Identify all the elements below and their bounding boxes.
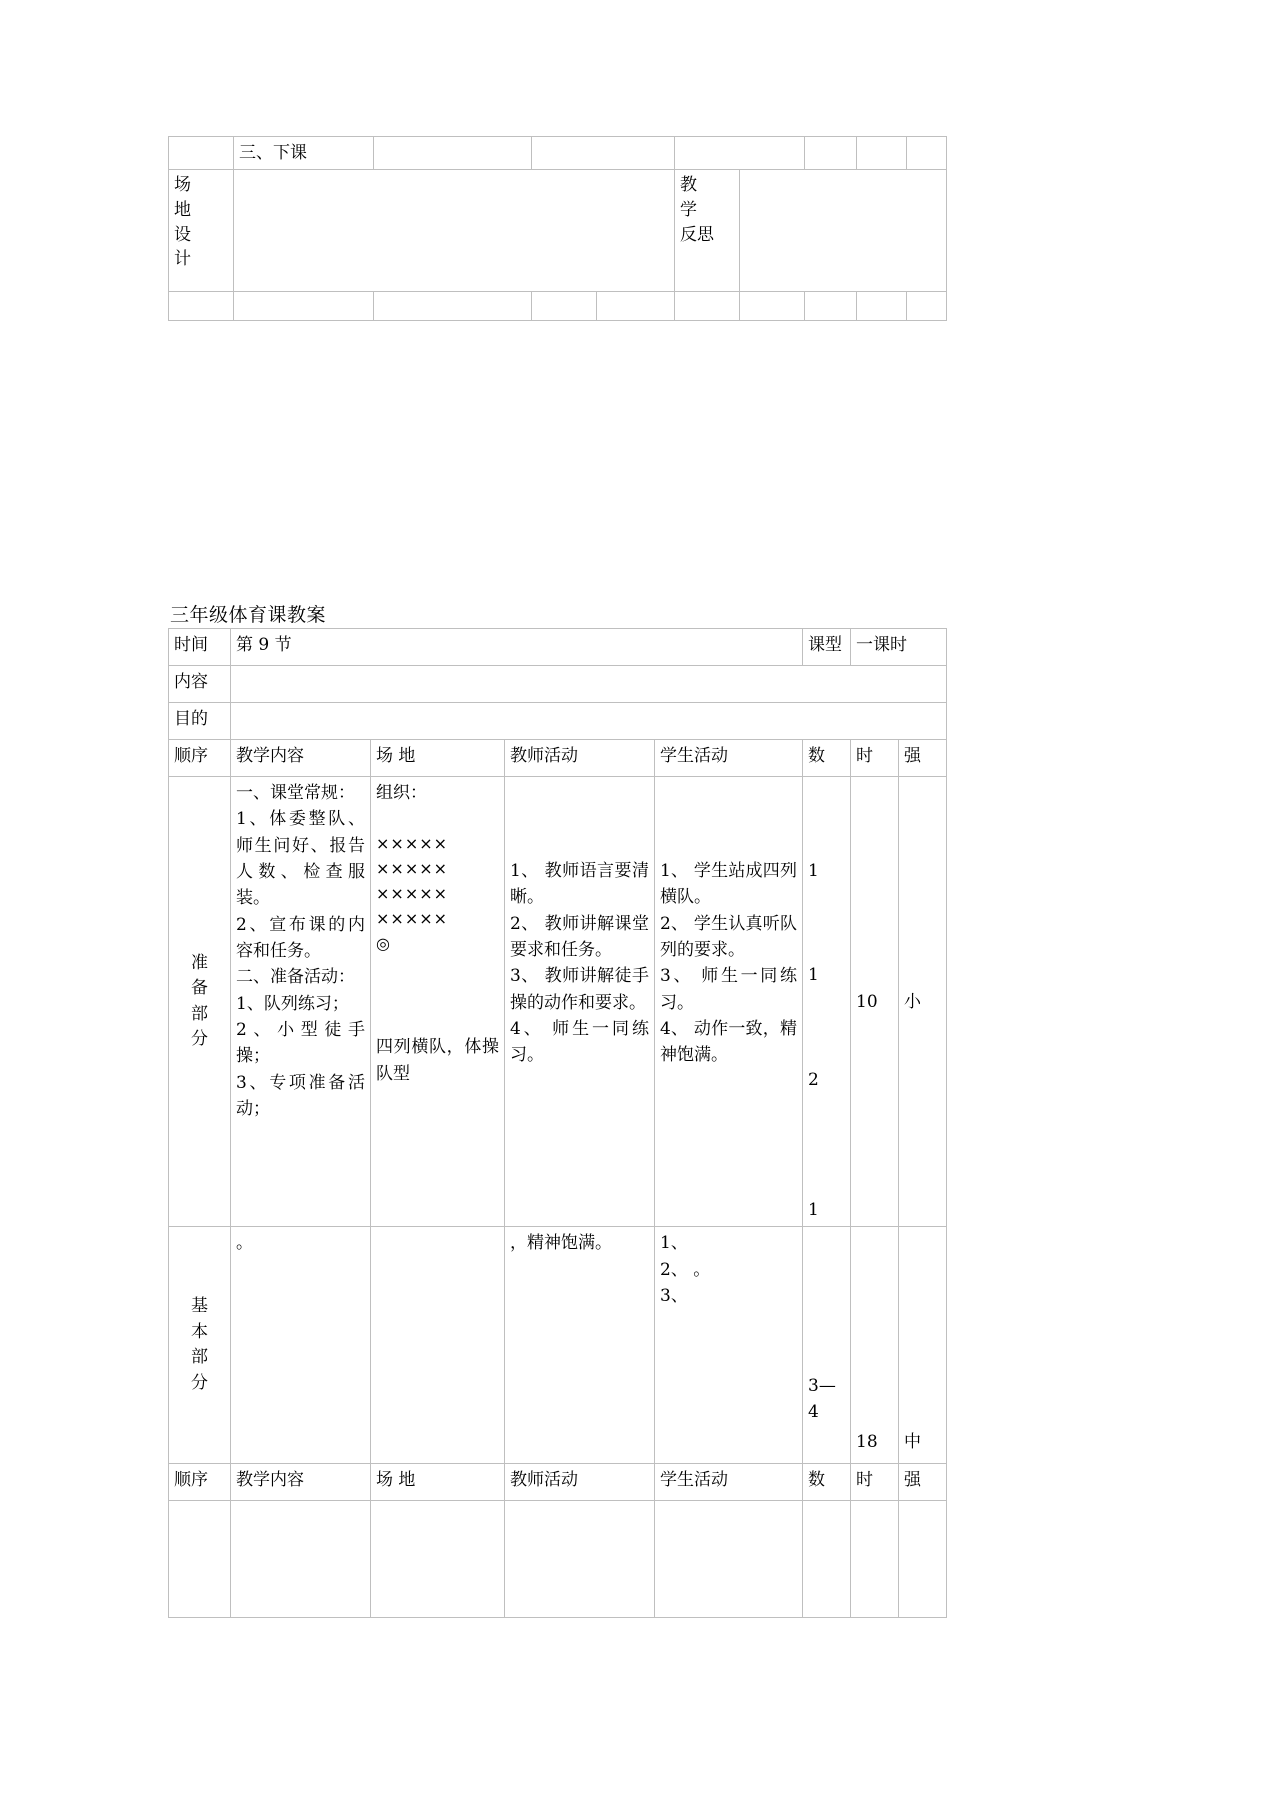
header-count-repeat: 数 — [803, 1464, 851, 1501]
header-teacher-activity: 教师活动 — [505, 740, 655, 777]
char: 地 — [174, 199, 191, 220]
line: 3、 教师讲解徒手操的动作和要求。 — [510, 966, 649, 1013]
header-time: 时 — [851, 740, 899, 777]
line: 1、 教师语言要清晰。 — [510, 861, 649, 908]
spacer — [376, 982, 499, 1008]
cell-basic-student-activity — [655, 1227, 803, 1464]
header-venue: 场 地 — [371, 740, 505, 777]
cell-time-value: 第 9 节 — [231, 629, 803, 666]
cell-blank-time — [851, 1501, 899, 1618]
spacer — [376, 1008, 499, 1034]
cell-blank-count — [803, 1501, 851, 1618]
formation-row: ××××× — [376, 859, 449, 879]
spacer — [510, 780, 649, 806]
table-row-content — [169, 666, 947, 703]
spacer — [510, 806, 649, 832]
cell-blank-9 — [857, 292, 907, 321]
cell-basic-time: 18 — [851, 1227, 899, 1464]
cell-venue-design-label — [169, 170, 234, 292]
spacer — [660, 832, 797, 858]
line: 1、 学生站成四列横队。 — [660, 861, 797, 908]
char: 分 — [191, 1029, 208, 1050]
cell-blank-10 — [907, 292, 947, 321]
cell-blank-order — [169, 1501, 231, 1618]
cell-blank-5 — [597, 292, 675, 321]
line: 二、准备活动： — [236, 967, 355, 988]
table-row-basic-section — [169, 1227, 947, 1464]
cell-venue-design-content — [234, 170, 675, 292]
line: 3、 师生一同练习。 — [660, 966, 797, 1013]
cell-content-label: 内容 — [169, 666, 231, 703]
cell-prepare-teaching-content — [231, 777, 371, 1227]
lesson-plan-table-wrap — [168, 628, 946, 1618]
cell-prepare-venue — [371, 777, 505, 1227]
header-intensity-repeat: 强 — [899, 1464, 947, 1501]
cell-dismiss-c6 — [805, 137, 857, 170]
cell-blank-2 — [234, 292, 374, 321]
spacer — [808, 1093, 845, 1119]
char: 备 — [191, 978, 208, 999]
char: 计 — [174, 249, 191, 270]
prepare-order-vertical-label — [174, 951, 225, 1053]
cell-lesson-type-label: 课型 — [803, 629, 851, 666]
line: 4、 动作一致，精神饱满。 — [660, 1019, 797, 1066]
char: 本 — [191, 1321, 208, 1342]
spacer — [660, 780, 797, 806]
cell-dismiss-c8 — [907, 137, 947, 170]
cell-blank-1 — [169, 292, 234, 321]
line: 1、体委整队、师生问好、报告人数、检查服装。 — [236, 809, 365, 909]
header-teaching-content: 教学内容 — [231, 740, 371, 777]
spacer — [510, 832, 649, 858]
header-order-repeat: 顺序 — [169, 1464, 231, 1501]
cell-reflection-content — [740, 170, 947, 292]
table-row — [169, 292, 947, 321]
cell-blank-student-activity — [655, 1501, 803, 1618]
cell-dismiss-c3 — [374, 137, 532, 170]
line: 2、小型徒手操； — [236, 1020, 365, 1067]
spacer — [808, 780, 845, 806]
header-intensity: 强 — [899, 740, 947, 777]
header-venue-repeat: 场 地 — [371, 1464, 505, 1501]
char: 教 — [680, 175, 697, 196]
spacer — [808, 989, 845, 1015]
line: 一、课堂常规： — [236, 783, 355, 803]
table-header-row-repeat — [169, 1464, 947, 1501]
char: 基 — [191, 1296, 208, 1317]
spacer — [808, 806, 845, 832]
table-row-blank — [169, 1501, 947, 1618]
spacer — [808, 832, 845, 858]
spacer — [376, 806, 499, 832]
formation-center-mark: ◎ — [376, 933, 391, 953]
formation-row: ××××× — [376, 908, 449, 928]
table-row — [169, 137, 947, 170]
cell-blank-4 — [532, 292, 597, 321]
cell-blank-intensity — [899, 1501, 947, 1618]
header-student-activity: 学生活动 — [655, 740, 803, 777]
cell-prepare-teacher-activity — [505, 777, 655, 1227]
cell-dismiss-label: 三、下课 — [234, 137, 374, 170]
header-count: 数 — [803, 740, 851, 777]
table-row-prepare-section — [169, 777, 947, 1227]
char: 反思 — [680, 224, 714, 245]
header-time-repeat: 时 — [851, 1464, 899, 1501]
table-row — [169, 170, 947, 292]
line: 2、 教师讲解课堂要求和任务。 — [510, 913, 649, 961]
spacer — [808, 1145, 845, 1171]
cell-blank-3 — [374, 292, 532, 321]
char: 分 — [191, 1372, 208, 1393]
header-student-activity-repeat: 学生活动 — [655, 1464, 803, 1501]
page-title: 三年级体育课教案 — [170, 604, 327, 626]
line: 2、 学生认真听队列的要求。 — [660, 913, 797, 961]
char: 学 — [680, 199, 697, 220]
cell-basic-teaching-content — [231, 1227, 371, 1464]
spacer — [808, 1041, 845, 1067]
char: 准 — [191, 952, 208, 973]
line: 1、 — [660, 1233, 688, 1254]
cell-basic-order — [169, 1227, 231, 1464]
cell-lesson-type-value: 一课时 — [851, 629, 947, 666]
cell-basic-count: 3—4 — [803, 1227, 851, 1464]
spacer — [808, 1119, 845, 1145]
count-value: 1 — [808, 1200, 819, 1221]
cell-prepare-order — [169, 777, 231, 1227]
cell-basic-teacher-activity — [505, 1227, 655, 1464]
count-value: 2 — [808, 1069, 819, 1090]
table-header-row — [169, 740, 947, 777]
cell-basic-intensity: 中 — [899, 1227, 947, 1464]
line: 2、宣布课的内容和任务。 — [236, 914, 365, 962]
char: 场 — [174, 175, 191, 196]
line: ，精神饱满。 — [510, 1233, 612, 1254]
cell-dismiss-c5 — [675, 137, 805, 170]
char: 设 — [174, 224, 191, 245]
header-teaching-content-repeat: 教学内容 — [231, 1464, 371, 1501]
cell-prepare-intensity: 小 — [899, 777, 947, 1227]
char: 部 — [191, 1003, 208, 1024]
count-value: 1 — [808, 965, 819, 986]
cell-reflection-label — [675, 170, 740, 292]
line: 2、 。 — [660, 1259, 711, 1280]
cell-blank-8 — [805, 292, 857, 321]
line: 4、 师生一同练习。 — [510, 1019, 649, 1066]
spacer — [808, 936, 845, 962]
count-value: 1 — [808, 861, 819, 881]
cell-blank-teaching-content — [231, 1501, 371, 1618]
spacer — [808, 1171, 845, 1197]
cell-purpose-label: 目的 — [169, 703, 231, 740]
cell-purpose-value — [231, 703, 947, 740]
top-fragment-table-wrap — [168, 136, 946, 321]
cell-dismiss-c1 — [169, 137, 234, 170]
line: 3、 — [660, 1286, 688, 1307]
lesson-plan-table — [168, 628, 947, 1618]
formation-row: ××××× — [376, 883, 449, 903]
cell-dismiss-c4 — [532, 137, 675, 170]
cell-content-value — [231, 666, 947, 703]
header-order: 顺序 — [169, 740, 231, 777]
teaching-reflection-vertical-label — [680, 173, 734, 247]
spacer — [808, 910, 845, 936]
cell-time-label: 时间 — [169, 629, 231, 666]
cell-prepare-counts — [803, 777, 851, 1227]
cell-blank-venue — [371, 1501, 505, 1618]
cell-blank-teacher-activity — [505, 1501, 655, 1618]
venue-design-vertical-label — [174, 173, 228, 272]
line: 1、队列练习； — [236, 993, 349, 1014]
spacer — [808, 1015, 845, 1041]
basic-order-vertical-label — [174, 1294, 225, 1396]
cell-blank-7 — [740, 292, 805, 321]
table-row-purpose — [169, 703, 947, 740]
line: 3、专项准备活动； — [236, 1072, 365, 1120]
venue-header: 组织： — [376, 783, 427, 803]
spacer — [808, 884, 845, 910]
spacer — [660, 806, 797, 832]
header-teacher-activity-repeat: 教师活动 — [505, 1464, 655, 1501]
cell-dismiss-c7 — [857, 137, 907, 170]
venue-footer: 四列横队，体操队型 — [376, 1037, 499, 1084]
char: 部 — [191, 1347, 208, 1368]
cell-blank-6 — [675, 292, 740, 321]
cell-prepare-time: 10 — [851, 777, 899, 1227]
table-row-time — [169, 629, 947, 666]
spacer — [376, 956, 499, 982]
cell-basic-venue — [371, 1227, 505, 1464]
cell-prepare-student-activity — [655, 777, 803, 1227]
top-fragment-table — [168, 136, 947, 321]
formation-row: ××××× — [376, 834, 449, 854]
line: 。 — [236, 1233, 253, 1254]
